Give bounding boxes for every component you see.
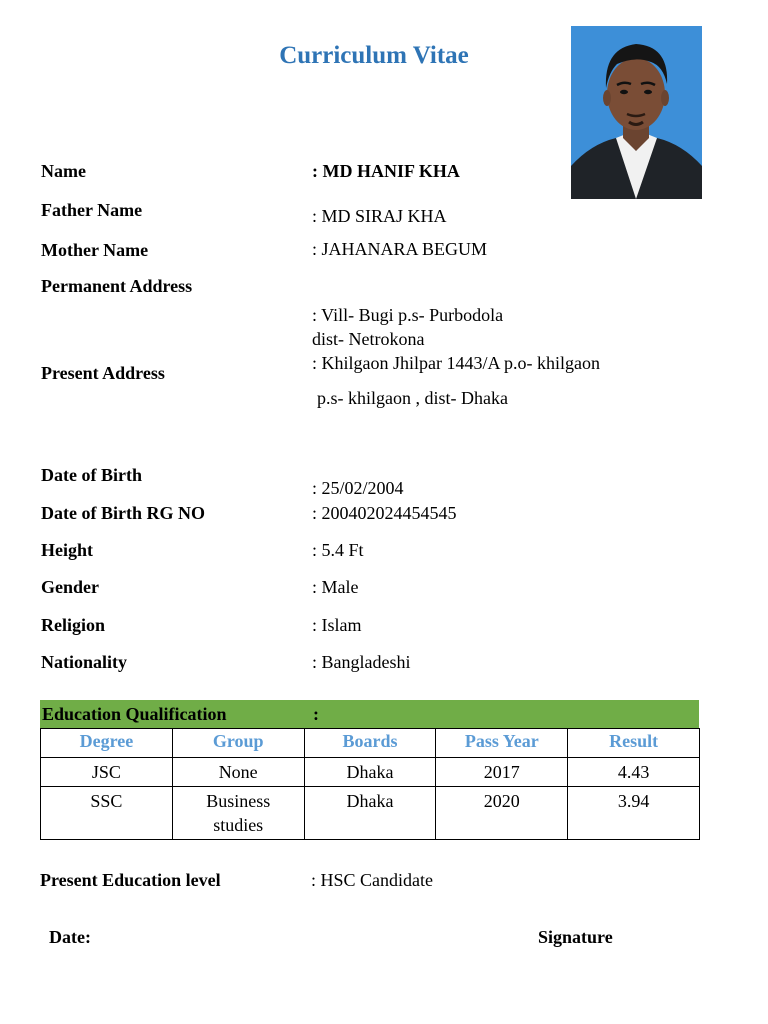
education-table-header	[41, 729, 700, 758]
table-row	[41, 758, 700, 787]
col-result: Result	[568, 729, 700, 758]
gender-value: : Male	[312, 577, 359, 597]
mother-name-value: : JAHANARA BEGUM	[312, 239, 488, 259]
cell-pass-year: 2017	[436, 758, 568, 787]
gender-label: Gender	[41, 577, 99, 597]
col-degree: Degree	[41, 729, 173, 758]
present-education-value: : HSC Candidate	[311, 870, 433, 890]
cell-boards: Dhaka	[304, 758, 436, 787]
date-label: Date:	[49, 927, 91, 947]
dob-rg-value: : 200402024454545	[312, 503, 457, 523]
education-header-bar	[40, 700, 699, 728]
name-value: : MD HANIF KHA	[312, 161, 460, 181]
cell-degree: JSC	[41, 758, 173, 787]
present-address-line1: : Khilgaon Jhilpar 1443/A p.o- khilgaon	[312, 353, 600, 373]
cell-degree: SSC	[41, 787, 173, 840]
permanent-address-line1: : Vill- Bugi p.s- Purbodola	[312, 305, 504, 325]
cell-result: 4.43	[568, 758, 700, 787]
religion-value: : Islam	[312, 615, 362, 635]
present-address-line2: p.s- khilgaon , dist- Dhaka	[317, 388, 508, 408]
permanent-address-label: Permanent Address	[41, 276, 193, 296]
col-group: Group	[172, 729, 304, 758]
signature-label: Signature	[538, 927, 613, 947]
permanent-address-line2: dist- Netrokona	[312, 329, 425, 349]
col-boards: Boards	[304, 729, 436, 758]
name-label: Name	[41, 161, 86, 181]
dob-label: Date of Birth	[41, 465, 142, 485]
education-colon: :	[313, 704, 319, 724]
nationality-label: Nationality	[41, 652, 128, 672]
father-name-label: Father Name	[41, 200, 143, 220]
religion-label: Religion	[41, 615, 106, 635]
present-address-label: Present Address	[41, 363, 165, 383]
cell-group: None	[172, 758, 304, 787]
height-label: Height	[41, 540, 93, 560]
cell-group: Business studies	[172, 787, 304, 840]
present-education-label: Present Education level	[40, 870, 221, 890]
dob-rg-label: Date of Birth RG NO	[41, 503, 205, 523]
col-pass-year: Pass Year	[436, 729, 568, 758]
education-table	[40, 728, 700, 840]
education-section-title: Education Qualification	[42, 704, 227, 724]
page-title: Curriculum Vitae	[279, 42, 469, 69]
mother-name-label: Mother Name	[41, 240, 149, 260]
father-name-value: : MD SIRAJ KHA	[312, 206, 447, 226]
person-portrait-icon	[571, 26, 702, 199]
height-value: : 5.4 Ft	[312, 540, 364, 560]
cell-pass-year: 2020	[436, 787, 568, 840]
cell-boards: Dhaka	[304, 787, 436, 840]
cell-result: 3.94	[568, 787, 700, 840]
table-row	[41, 787, 700, 840]
dob-value: : 25/02/2004	[312, 478, 404, 498]
nationality-value: : Bangladeshi	[312, 652, 411, 672]
profile-photo	[571, 26, 702, 199]
